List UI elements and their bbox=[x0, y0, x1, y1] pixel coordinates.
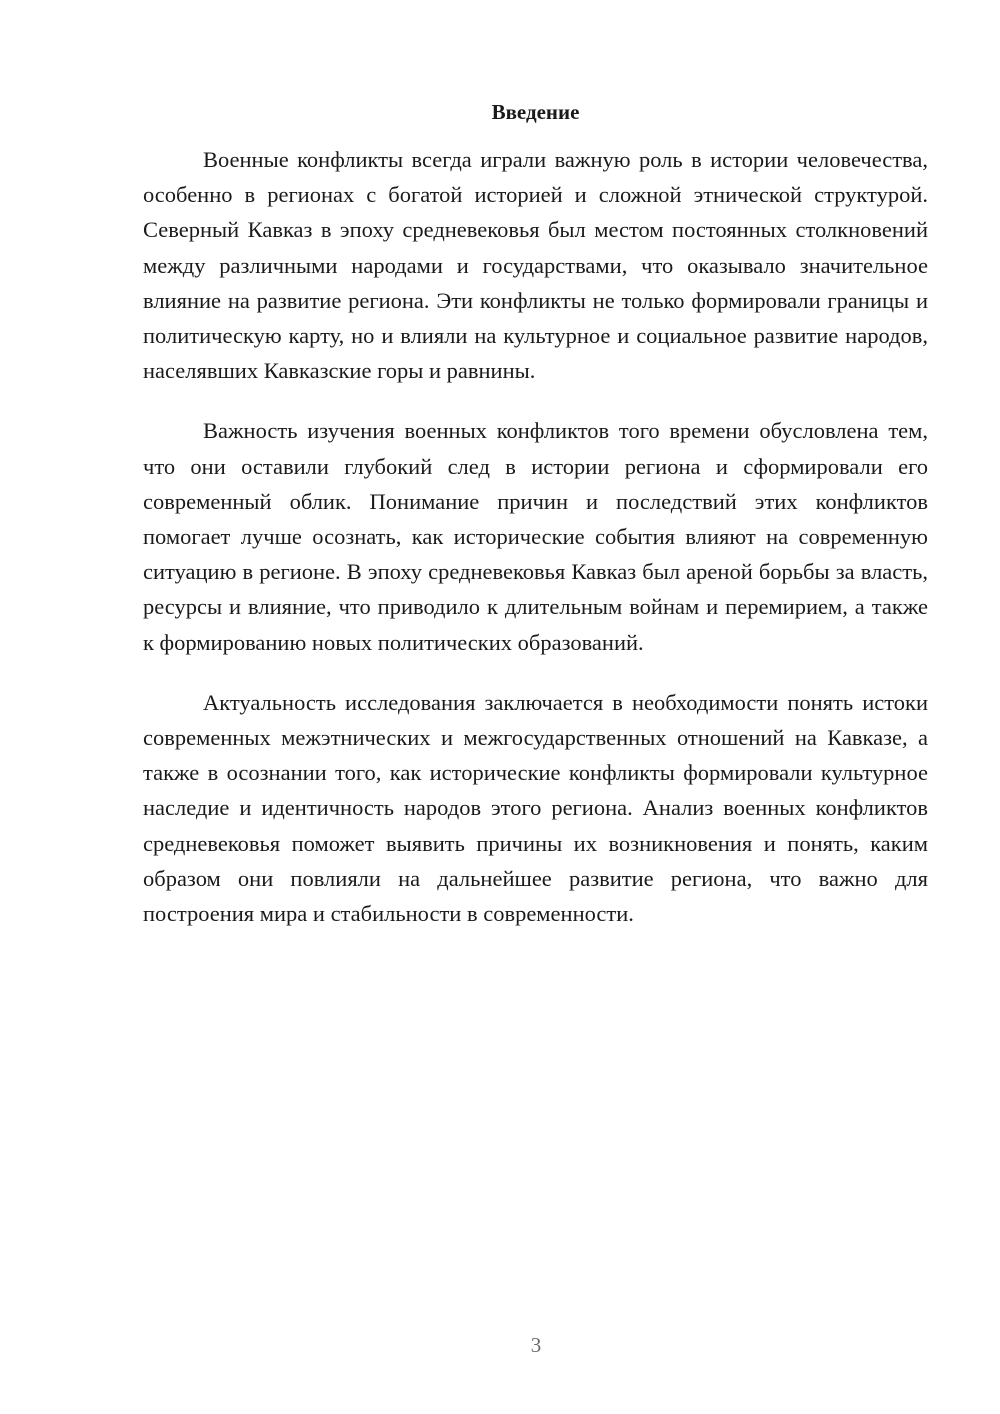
body-text bbox=[143, 142, 928, 956]
paragraph-1: Военные конфликты всегда играли важную роль в истории человечества, особенно в регионах с богатой историей и сложной этнической структурой. Северный Кавказ в эпоху средневековья был местом постоянных столкновений между различными народами и государствами, что оказывало значительное влияние на развитие региона. Эти конфликты не только формировали границы и политическую карту, но и влияли на культурное и социальное развитие народов, населявших Кавказские горы и равнины. bbox=[143, 147, 928, 384]
paragraph-2: Важность изучения военных конфликтов того времени обусловлена тем, что они оставили глубокий след в истории региона и сформировали его современный облик. Понимание причин и последствий этих конфликтов помогает лучше осознать, как исторические события влияют на современную ситуацию в регионе. В эпоху средневековья Кавказ был ареной борьбы за власть, ресурсы и влияние, что приводило к длительным войнам и перемирием, а также к формированию новых политических образований. bbox=[143, 418, 928, 655]
page-number: 3 bbox=[530, 1333, 542, 1357]
section-heading: Введение bbox=[491, 100, 580, 124]
paragraph-3: Актуальность исследования заключается в необходимости понять истоки современных межэтнических и межгосударственных отношений на Кавказе, а также в осознании того, как исторические конфликты формировали культурное наследие и идентичность народов этого региона. Анализ военных конфликтов средневековья поможет выявить причины их возникновения и понять, каким образом они повлияли на дальнейшее развитие региона, что важно для построения мира и стабильности в современности. bbox=[143, 689, 928, 927]
